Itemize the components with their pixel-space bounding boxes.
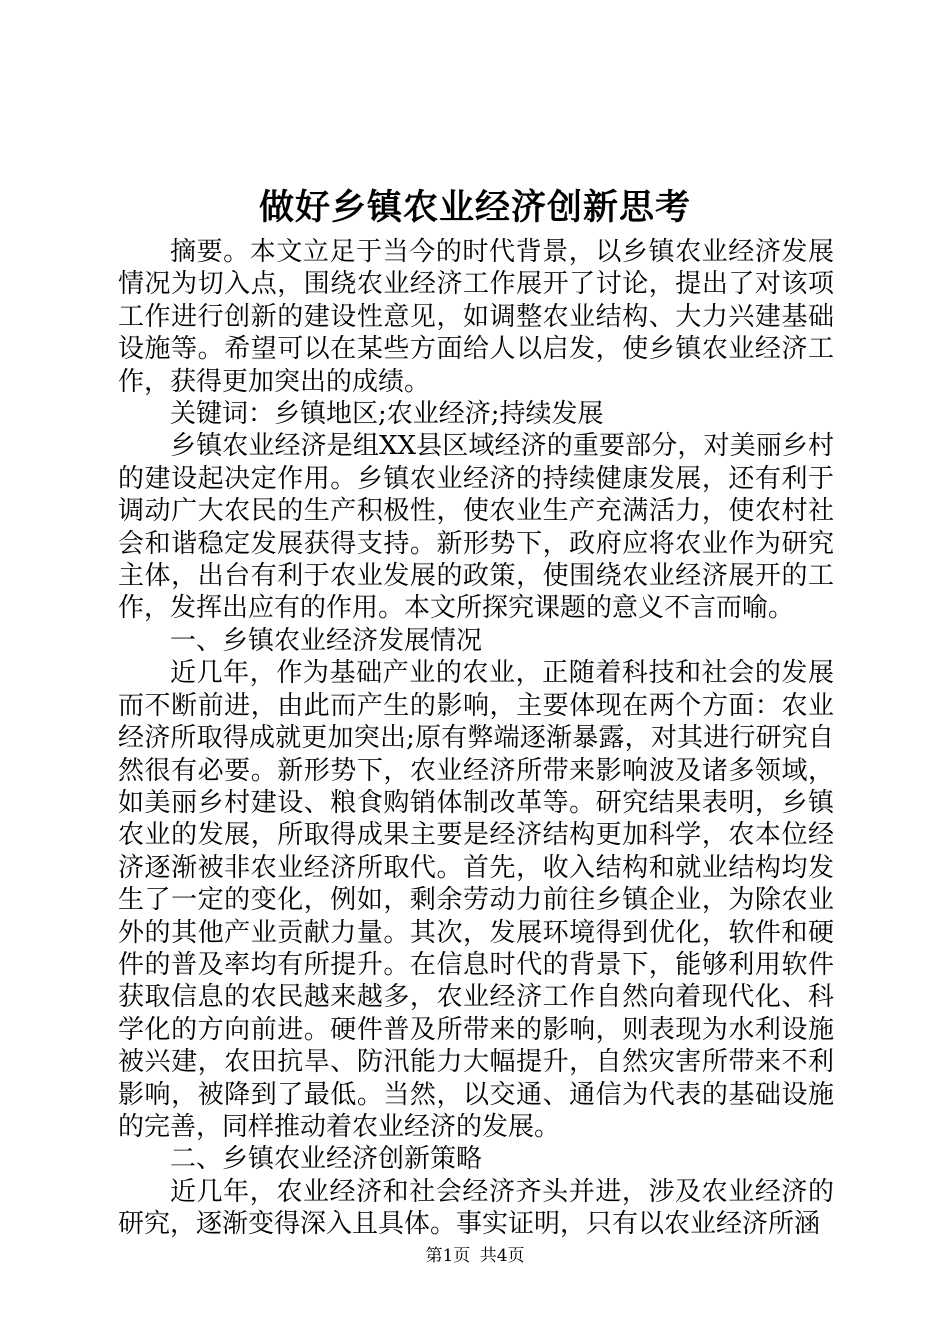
intro-paragraph: 乡镇农业经济是组XX县区域经济的重要部分，对美丽乡村的建设起决定作用。乡镇农业经济的持续健康发展，还有利于调动广大农民的生产积极性，使农业生产充满活力，使农村社会和谐稳定发展获得支持。新形势下，政府应将农业作为研究主体，出台有利于农业发展的政策，使围绕农业经济展开的工作，发挥出应有的作用。本文所探究课题的意义不言而喻。 [118,431,834,624]
section-1-paragraph: 近几年，作为基础产业的农业，正随着科技和社会的发展而不断前进，由此而产生的影响，主要体现在两个方面：农业经济所取得成就更加突出;原有弊端逐渐暴露，对其进行研究自然很有必要。新形势下，农业经济所带来影响波及诸多领域，如美丽乡村建设、粮食购销体制改革等。研究结果表明，乡镇农业的发展，所取得成果主要是经济结构更加科学，农本位经济逐渐被非农业经济所取代。首先，收入结构和就业结构均发生了一定的变化，例如，剩余劳动力前往乡镇企业，为除农业外的其他产业贡献力量。其次，发展环境得到优化，软件和硬件的普及率均有所提升。在信息时代的背景下，能够利用软件获取信息的农民越来越多，农业经济工作自然向着现代化、科学化的方向前进。硬件普及所带来的影响，则表现为水利设施被兴建，农田抗旱、防汛能力大幅提升，自然灾害所带来不利影响，被降到了最低。当然，以交通、通信为代表的基础设施的完善，同样推动着农业经济的发展。 [118,658,834,1142]
page-footer [0,1244,950,1268]
document-body [118,236,834,1241]
section-2-paragraph: 近几年，农业经济和社会经济齐头并进，涉及农业经济的研究，逐渐变得深入且具体。事实证明，只有以农业经济所涵 [118,1176,834,1240]
page-total: 共4页 [479,1246,525,1266]
page-number: 第1页 [425,1246,471,1266]
abstract-paragraph: 摘要。本文立足于当今的时代背景，以乡镇农业经济发展情况为切入点，围绕农业经济工作展开了讨论，提出了对该项工作进行创新的建设性意见，如调整农业结构、大力兴建基础设施等。希望可以在某些方面给人以启发，使乡镇农业经济工作，获得更加突出的成绩。 [118,237,834,397]
section-heading-2: 二、乡镇农业经济创新策略 [170,1144,483,1175]
section-heading-1: 一、乡镇农业经济发展情况 [170,625,483,656]
keywords-line: 关键词：乡镇地区;农业经济;持续发展 [170,399,604,430]
document-title: 做好乡镇农业经济创新思考 [258,187,691,228]
